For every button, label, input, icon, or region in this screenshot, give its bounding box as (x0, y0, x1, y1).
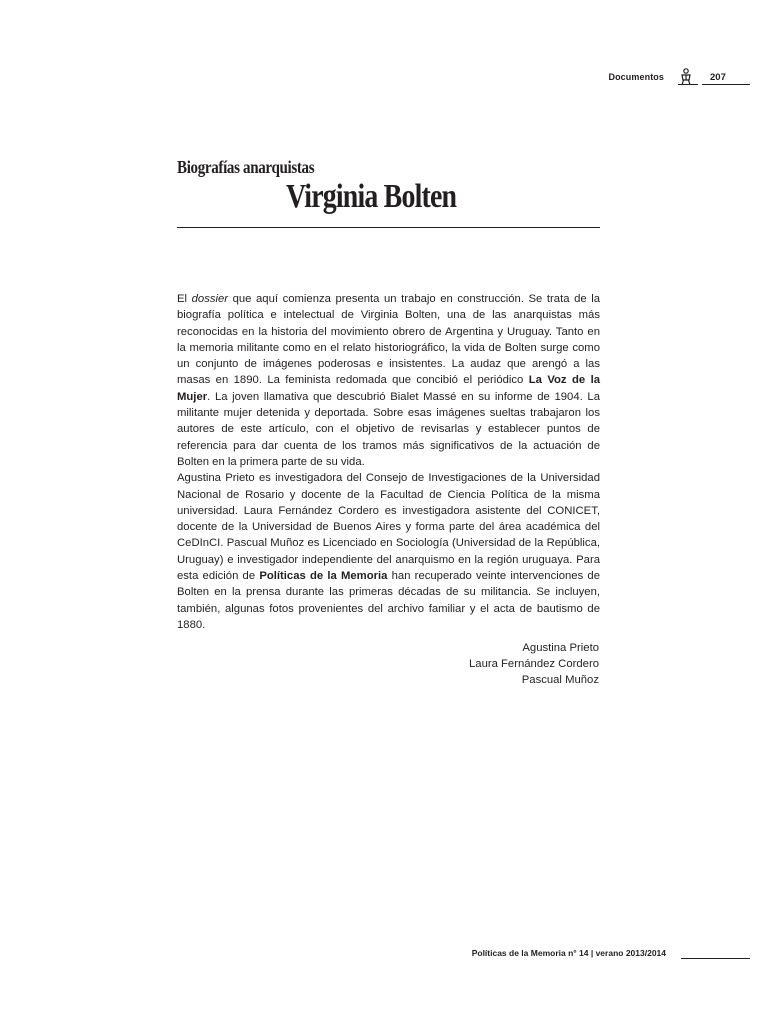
section-label: Documentos (608, 72, 664, 82)
text-run: El (177, 293, 192, 305)
figure-logo-icon (679, 68, 693, 86)
paragraph-intro (177, 291, 600, 470)
footer-rule (681, 958, 750, 959)
italic-term: dossier (191, 293, 229, 305)
periodical-title: La Voz de la Mujer (177, 374, 600, 403)
page-number: 207 (710, 72, 726, 83)
journal-footer-label: Políticas de la Memoria n° 14 | verano 2013/2014 (471, 948, 666, 958)
author-name: Agustina Prieto (522, 642, 599, 654)
text-run: . La joven llamativa que descubrió Bialet Massé en su informe de 1904. La militante mujer detenida y deportada. Sobre esas imágenes sueltas trabajaron los autores de este artículo, con el objetivo de revisarlas y establecer puntos de referencia para dar cuenta de los tramos más significativos de la actuación de Bolten en la primera parte de su vida. (177, 390, 600, 468)
article-body (177, 291, 600, 633)
author-name: Pascual Muñoz (521, 674, 599, 687)
text-run: han recuperado veinte intervenciones de Bolten en la prensa durante las primeras décadas de su militancia. Se incluyen, también, algunas fotos provenientes del archivo familiar y el acta de bautismo de 1880. (177, 570, 600, 631)
article-title: Virginia Bolten (286, 178, 457, 215)
text-run: que aquí comienza presenta un trabajo en construcción. Se trata de la biografía política e intelectual de Virginia Bolten, una de las anarquistas más reconocidas en la historia del movimiento obrero de Argentina y Uruguay. Tanto en la memoria militante como en el relato historiográfico, la vida de Bolten surge como un conjunto de imágenes poderosas e insistentes. La audaz que arengó a las masas en 1890. La feminista redomada que concibió el periódico (177, 293, 601, 387)
title-divider (177, 227, 600, 228)
header-rule-right (702, 84, 750, 85)
text-run: Agustina Prieto es investigadora del Consejo de Investigaciones de la Universidad Nacional de Rosario y docente de la Facultad de Ciencia Política de la misma universidad. Laura Fernández Cordero es investigadora asistente del CONICET, docente de la Universidad de Buenos Aires y forma parte del área académica del CeDInCI. Pascual Muñoz es Licenciado en Sociología (Universidad de la República, Uruguay) e investigador independiente del anarquismo en la región uruguaya. Para esta edición de (177, 472, 600, 583)
journal-title: Políticas de la Memoria (259, 570, 388, 583)
running-footer (440, 948, 750, 962)
paragraph-authors-bio (177, 470, 600, 633)
author-signatures (400, 640, 599, 689)
author-name: Laura Fernández Cordero (469, 658, 599, 671)
article-kicker: Biografías anarquistas (177, 157, 315, 177)
running-header (560, 68, 750, 88)
